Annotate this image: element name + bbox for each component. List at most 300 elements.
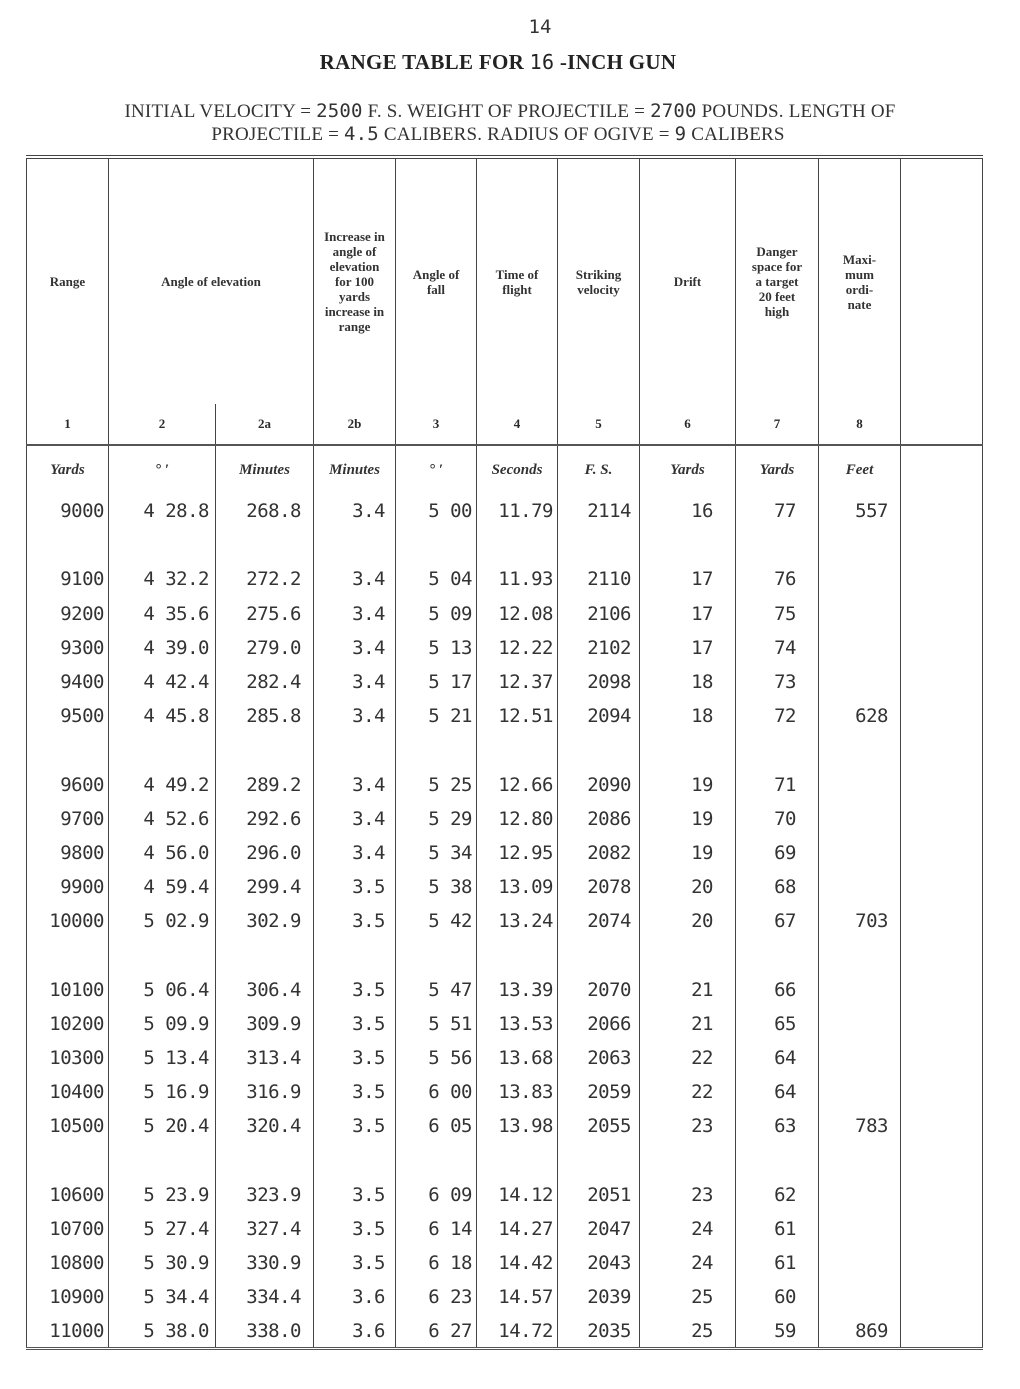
- initial-velocity: 2500: [316, 100, 363, 122]
- blank-column: [901, 665, 983, 699]
- unit-label: Yards: [27, 445, 109, 494]
- striking-velocity-cell: 2070: [558, 973, 640, 1007]
- increase-cell: 3.5: [314, 1041, 396, 1075]
- drift-cell: 23: [640, 1109, 736, 1143]
- range-cell: 11000: [27, 1315, 109, 1349]
- increase-cell: 3.4: [314, 597, 396, 631]
- column-number: 8: [819, 404, 901, 445]
- projectile-weight: 2700: [650, 100, 697, 122]
- column-number: 3: [396, 404, 477, 445]
- drift-cell: 18: [640, 665, 736, 699]
- increase-cell: 3.4: [314, 836, 396, 870]
- time-flight-cell: 13.83: [477, 1075, 558, 1109]
- table-row: [27, 1007, 983, 1041]
- page-title: [0, 50, 1008, 75]
- range-cell: 9200: [27, 597, 109, 631]
- header-drift: Drift: [640, 157, 736, 404]
- angle-fall-cell: 6 27: [396, 1315, 477, 1349]
- danger-space-cell: 65: [736, 1007, 819, 1041]
- striking-velocity-cell: 2055: [558, 1109, 640, 1143]
- danger-space-cell: 69: [736, 836, 819, 870]
- striking-velocity-cell: 2078: [558, 870, 640, 904]
- subtitle-text: INITIAL VELOCITY =: [124, 101, 312, 122]
- blank-column: [901, 1280, 983, 1314]
- elevation-cell: 4 35.6: [109, 597, 216, 631]
- subtitle-line-1: [0, 100, 1020, 123]
- max-ordinate-cell: [819, 1007, 901, 1041]
- striking-velocity-cell: 2051: [558, 1178, 640, 1212]
- elevation-minutes-cell: 275.6: [216, 597, 314, 631]
- max-ordinate-cell: [819, 528, 901, 562]
- blank-column: [901, 1041, 983, 1075]
- drift-cell: 25: [640, 1315, 736, 1349]
- header-time-flight: Time of flight: [477, 157, 558, 404]
- unit-label: Yards: [736, 445, 819, 494]
- striking-velocity-cell: 2106: [558, 597, 640, 631]
- danger-space-cell: 61: [736, 1212, 819, 1246]
- blank-column: [901, 404, 983, 445]
- time-flight-cell: 13.24: [477, 904, 558, 938]
- elevation-cell: 5 38.0: [109, 1315, 216, 1349]
- elevation-cell: 4 32.2: [109, 562, 216, 596]
- elevation-cell: 4 52.6: [109, 802, 216, 836]
- danger-space-cell: 71: [736, 768, 819, 802]
- range-cell: 9400: [27, 665, 109, 699]
- increase-cell: 3.5: [314, 904, 396, 938]
- elevation-minutes-cell: [216, 1144, 314, 1178]
- max-ordinate-cell: [819, 836, 901, 870]
- projectile-length: 4.5: [343, 123, 379, 145]
- drift-cell: [640, 733, 736, 767]
- header-increase: Increase in angle of elevation for 100 yards increase in range: [314, 157, 396, 404]
- danger-space-cell: [736, 528, 819, 562]
- elevation-minutes-cell: 282.4: [216, 665, 314, 699]
- elevation-cell: 5 30.9: [109, 1246, 216, 1280]
- blank-column: [901, 1075, 983, 1109]
- elevation-cell: 4 45.8: [109, 699, 216, 733]
- max-ordinate-cell: [819, 938, 901, 972]
- danger-space-cell: 76: [736, 562, 819, 596]
- range-cell: 10600: [27, 1178, 109, 1212]
- drift-cell: 20: [640, 904, 736, 938]
- table-row: [27, 699, 983, 733]
- blank-column: [901, 699, 983, 733]
- subtitle-line-2: [0, 123, 1008, 146]
- angle-fall-cell: 5 42: [396, 904, 477, 938]
- header-labels-row: [27, 157, 983, 404]
- angle-fall-cell: 5 21: [396, 699, 477, 733]
- danger-space-cell: 61: [736, 1246, 819, 1280]
- angle-fall-cell: 5 09: [396, 597, 477, 631]
- striking-velocity-cell: 2039: [558, 1280, 640, 1314]
- danger-space-cell: 60: [736, 1280, 819, 1314]
- increase-cell: 3.4: [314, 699, 396, 733]
- max-ordinate-cell: [819, 733, 901, 767]
- elevation-cell: 5 23.9: [109, 1178, 216, 1212]
- drift-cell: 19: [640, 836, 736, 870]
- time-flight-cell: 13.68: [477, 1041, 558, 1075]
- range-cell: 9800: [27, 836, 109, 870]
- blank-column: [901, 597, 983, 631]
- drift-cell: 17: [640, 631, 736, 665]
- increase-cell: 3.5: [314, 870, 396, 904]
- increase-cell: 3.5: [314, 1178, 396, 1212]
- elevation-cell: 4 39.0: [109, 631, 216, 665]
- unit-label: ° ′: [396, 445, 477, 494]
- striking-velocity-cell: 2114: [558, 494, 640, 528]
- time-flight-cell: 12.22: [477, 631, 558, 665]
- elevation-cell: 5 27.4: [109, 1212, 216, 1246]
- angle-fall-cell: [396, 938, 477, 972]
- title-caliber: 16: [529, 50, 555, 74]
- angle-fall-cell: 6 00: [396, 1075, 477, 1109]
- drift-cell: 17: [640, 562, 736, 596]
- column-number: 6: [640, 404, 736, 445]
- danger-space-cell: 70: [736, 802, 819, 836]
- ogive-radius: 9: [674, 123, 687, 145]
- elevation-minutes-cell: 268.8: [216, 494, 314, 528]
- angle-fall-cell: [396, 528, 477, 562]
- drift-cell: [640, 1144, 736, 1178]
- danger-space-cell: 66: [736, 973, 819, 1007]
- elevation-cell: 5 34.4: [109, 1280, 216, 1314]
- time-flight-cell: 14.57: [477, 1280, 558, 1314]
- striking-velocity-cell: [558, 733, 640, 767]
- column-number: 4: [477, 404, 558, 445]
- angle-fall-cell: 6 05: [396, 1109, 477, 1143]
- range-cell: 9300: [27, 631, 109, 665]
- table-row: [27, 1246, 983, 1280]
- increase-cell: [314, 528, 396, 562]
- danger-space-cell: [736, 733, 819, 767]
- elevation-cell: 5 20.4: [109, 1109, 216, 1143]
- elevation-cell: 5 06.4: [109, 973, 216, 1007]
- elevation-minutes-cell: 302.9: [216, 904, 314, 938]
- danger-space-cell: 59: [736, 1315, 819, 1349]
- column-number: 2a: [216, 404, 314, 445]
- elevation-minutes-cell: 316.9: [216, 1075, 314, 1109]
- time-flight-cell: 12.95: [477, 836, 558, 870]
- elevation-minutes-cell: 313.4: [216, 1041, 314, 1075]
- time-flight-cell: 14.27: [477, 1212, 558, 1246]
- range-table: [26, 155, 983, 1350]
- table-row: [27, 973, 983, 1007]
- angle-fall-cell: 6 23: [396, 1280, 477, 1314]
- column-number: 7: [736, 404, 819, 445]
- elevation-cell: 5 09.9: [109, 1007, 216, 1041]
- danger-space-cell: [736, 938, 819, 972]
- blank-column: [901, 1007, 983, 1041]
- table-row: [27, 1315, 983, 1349]
- angle-fall-cell: 5 13: [396, 631, 477, 665]
- max-ordinate-cell: [819, 597, 901, 631]
- elevation-minutes-cell: 279.0: [216, 631, 314, 665]
- table-row: [27, 870, 983, 904]
- unit-label: F. S.: [558, 445, 640, 494]
- range-cell: 10400: [27, 1075, 109, 1109]
- elevation-cell: [109, 938, 216, 972]
- blank-column: [901, 802, 983, 836]
- striking-velocity-cell: 2110: [558, 562, 640, 596]
- drift-cell: 24: [640, 1246, 736, 1280]
- subtitle-text: POUNDS. LENGTH OF: [701, 101, 896, 122]
- range-cell: 9000: [27, 494, 109, 528]
- drift-cell: [640, 938, 736, 972]
- units-row: [27, 445, 983, 494]
- table-row: [27, 1041, 983, 1075]
- max-ordinate-cell: [819, 562, 901, 596]
- drift-cell: 21: [640, 973, 736, 1007]
- elevation-minutes-cell: 272.2: [216, 562, 314, 596]
- time-flight-cell: 12.66: [477, 768, 558, 802]
- increase-cell: 3.5: [314, 973, 396, 1007]
- unit-label: Yards: [640, 445, 736, 494]
- column-number: 2: [109, 404, 216, 445]
- page-number: 14: [528, 16, 552, 38]
- elevation-minutes-cell: [216, 528, 314, 562]
- elevation-minutes-cell: 306.4: [216, 973, 314, 1007]
- table-row: [27, 1212, 983, 1246]
- increase-cell: 3.6: [314, 1280, 396, 1314]
- elevation-minutes-cell: [216, 938, 314, 972]
- table-row: [27, 1178, 983, 1212]
- elevation-cell: 5 02.9: [109, 904, 216, 938]
- column-numbers-row: [27, 404, 983, 445]
- max-ordinate-cell: 869: [819, 1315, 901, 1349]
- striking-velocity-cell: 2066: [558, 1007, 640, 1041]
- striking-velocity-cell: 2086: [558, 802, 640, 836]
- elevation-minutes-cell: 292.6: [216, 802, 314, 836]
- time-flight-cell: 12.08: [477, 597, 558, 631]
- range-cell: 10100: [27, 973, 109, 1007]
- subtitle-text: CALIBERS. RADIUS OF OGIVE =: [383, 124, 670, 145]
- elevation-minutes-cell: [216, 733, 314, 767]
- spacer-row: [27, 938, 983, 972]
- increase-cell: 3.4: [314, 631, 396, 665]
- range-cell: 10000: [27, 904, 109, 938]
- elevation-cell: 4 59.4: [109, 870, 216, 904]
- unit-label: Seconds: [477, 445, 558, 494]
- drift-cell: 22: [640, 1075, 736, 1109]
- blank-column: [901, 836, 983, 870]
- danger-space-cell: 72: [736, 699, 819, 733]
- drift-cell: 19: [640, 802, 736, 836]
- increase-cell: 3.5: [314, 1007, 396, 1041]
- danger-space-cell: [736, 1144, 819, 1178]
- range-cell: [27, 1144, 109, 1178]
- angle-fall-cell: [396, 1144, 477, 1178]
- blank-column: [901, 904, 983, 938]
- striking-velocity-cell: 2047: [558, 1212, 640, 1246]
- elevation-cell: [109, 528, 216, 562]
- drift-cell: 17: [640, 597, 736, 631]
- danger-space-cell: 64: [736, 1041, 819, 1075]
- time-flight-cell: [477, 938, 558, 972]
- range-cell: 9900: [27, 870, 109, 904]
- max-ordinate-cell: [819, 870, 901, 904]
- striking-velocity-cell: [558, 938, 640, 972]
- blank-column: [901, 733, 983, 767]
- striking-velocity-cell: 2102: [558, 631, 640, 665]
- range-cell: 9700: [27, 802, 109, 836]
- range-cell: 10300: [27, 1041, 109, 1075]
- drift-cell: 16: [640, 494, 736, 528]
- range-cell: 10500: [27, 1109, 109, 1143]
- increase-cell: 3.4: [314, 802, 396, 836]
- max-ordinate-cell: [819, 1144, 901, 1178]
- blank-column: [901, 938, 983, 972]
- elevation-cell: [109, 733, 216, 767]
- range-cell: 9100: [27, 562, 109, 596]
- max-ordinate-cell: [819, 1212, 901, 1246]
- table-row: [27, 1109, 983, 1143]
- title-prefix: RANGE TABLE FOR: [319, 50, 525, 74]
- angle-fall-cell: 5 29: [396, 802, 477, 836]
- header-striking-velocity: Striking velocity: [558, 157, 640, 404]
- table-row: [27, 562, 983, 596]
- time-flight-cell: 11.93: [477, 562, 558, 596]
- elevation-cell: 4 28.8: [109, 494, 216, 528]
- time-flight-cell: 14.72: [477, 1315, 558, 1349]
- header-danger-space: Danger space for a target 20 feet high: [736, 157, 819, 404]
- unit-label: Minutes: [216, 445, 314, 494]
- unit-label: Feet: [819, 445, 901, 494]
- striking-velocity-cell: [558, 1144, 640, 1178]
- table-row: [27, 1075, 983, 1109]
- max-ordinate-cell: [819, 1280, 901, 1314]
- max-ordinate-cell: 783: [819, 1109, 901, 1143]
- increase-cell: 3.4: [314, 562, 396, 596]
- spacer-row: [27, 1144, 983, 1178]
- blank-column: [901, 528, 983, 562]
- blank-column: [901, 1109, 983, 1143]
- title-suffix: -INCH GUN: [559, 50, 677, 74]
- elevation-cell: 4 49.2: [109, 768, 216, 802]
- increase-cell: 3.4: [314, 665, 396, 699]
- drift-cell: 24: [640, 1212, 736, 1246]
- blank-column: [901, 1315, 983, 1349]
- blank-column: [901, 973, 983, 1007]
- danger-space-cell: 62: [736, 1178, 819, 1212]
- angle-fall-cell: 5 25: [396, 768, 477, 802]
- elevation-minutes-cell: 289.2: [216, 768, 314, 802]
- angle-fall-cell: 5 00: [396, 494, 477, 528]
- striking-velocity-cell: [558, 528, 640, 562]
- table-row: [27, 802, 983, 836]
- angle-fall-cell: 6 09: [396, 1178, 477, 1212]
- drift-cell: 25: [640, 1280, 736, 1314]
- danger-space-cell: 63: [736, 1109, 819, 1143]
- range-cell: 10900: [27, 1280, 109, 1314]
- blank-column: [901, 562, 983, 596]
- striking-velocity-cell: 2043: [558, 1246, 640, 1280]
- time-flight-cell: 13.39: [477, 973, 558, 1007]
- max-ordinate-cell: [819, 768, 901, 802]
- elevation-minutes-cell: 323.9: [216, 1178, 314, 1212]
- max-ordinate-cell: [819, 1075, 901, 1109]
- angle-fall-cell: [396, 733, 477, 767]
- max-ordinate-cell: [819, 973, 901, 1007]
- elevation-minutes-cell: 309.9: [216, 1007, 314, 1041]
- table-row: [27, 836, 983, 870]
- danger-space-cell: 73: [736, 665, 819, 699]
- striking-velocity-cell: 2094: [558, 699, 640, 733]
- range-cell: 9500: [27, 699, 109, 733]
- column-number: 2b: [314, 404, 396, 445]
- increase-cell: 3.5: [314, 1109, 396, 1143]
- header-angle-elevation: Angle of elevation: [109, 157, 314, 404]
- danger-space-cell: 68: [736, 870, 819, 904]
- blank-column: [901, 1246, 983, 1280]
- blank-column: [901, 631, 983, 665]
- unit-label: ° ′: [109, 445, 216, 494]
- elevation-minutes-cell: 320.4: [216, 1109, 314, 1143]
- elevation-minutes-cell: 327.4: [216, 1212, 314, 1246]
- time-flight-cell: 13.98: [477, 1109, 558, 1143]
- blank-column: [901, 870, 983, 904]
- striking-velocity-cell: 2082: [558, 836, 640, 870]
- angle-fall-cell: 5 04: [396, 562, 477, 596]
- angle-fall-cell: 6 18: [396, 1246, 477, 1280]
- range-cell: 10800: [27, 1246, 109, 1280]
- increase-cell: 3.5: [314, 1212, 396, 1246]
- max-ordinate-cell: 703: [819, 904, 901, 938]
- time-flight-cell: 14.42: [477, 1246, 558, 1280]
- range-cell: [27, 938, 109, 972]
- elevation-minutes-cell: 334.4: [216, 1280, 314, 1314]
- time-flight-cell: 12.51: [477, 699, 558, 733]
- table-row: [27, 904, 983, 938]
- danger-space-cell: 77: [736, 494, 819, 528]
- column-number: 1: [27, 404, 109, 445]
- elevation-cell: [109, 1144, 216, 1178]
- drift-cell: 23: [640, 1178, 736, 1212]
- increase-cell: 3.6: [314, 1315, 396, 1349]
- table-row: [27, 597, 983, 631]
- spacer-row: [27, 528, 983, 562]
- header-angle-fall: Angle of fall: [396, 157, 477, 404]
- drift-cell: 18: [640, 699, 736, 733]
- increase-cell: [314, 1144, 396, 1178]
- increase-cell: 3.5: [314, 1075, 396, 1109]
- striking-velocity-cell: 2063: [558, 1041, 640, 1075]
- time-flight-cell: [477, 528, 558, 562]
- blank-column: [901, 445, 983, 494]
- angle-fall-cell: 5 34: [396, 836, 477, 870]
- increase-cell: 3.4: [314, 768, 396, 802]
- drift-cell: [640, 528, 736, 562]
- danger-space-cell: 64: [736, 1075, 819, 1109]
- striking-velocity-cell: 2035: [558, 1315, 640, 1349]
- angle-fall-cell: 5 47: [396, 973, 477, 1007]
- time-flight-cell: 13.53: [477, 1007, 558, 1041]
- range-cell: 10200: [27, 1007, 109, 1041]
- angle-fall-cell: 5 51: [396, 1007, 477, 1041]
- column-number: 5: [558, 404, 640, 445]
- elevation-cell: 5 16.9: [109, 1075, 216, 1109]
- header-range: Range: [27, 157, 109, 404]
- table-row: [27, 1280, 983, 1314]
- elevation-minutes-cell: 330.9: [216, 1246, 314, 1280]
- max-ordinate-cell: [819, 1246, 901, 1280]
- max-ordinate-cell: [819, 631, 901, 665]
- max-ordinate-cell: [819, 1178, 901, 1212]
- max-ordinate-cell: 628: [819, 699, 901, 733]
- angle-fall-cell: 5 38: [396, 870, 477, 904]
- range-cell: [27, 733, 109, 767]
- header-max-ordinate: Maxi- mum ordi- nate: [819, 157, 901, 404]
- table-row: [27, 665, 983, 699]
